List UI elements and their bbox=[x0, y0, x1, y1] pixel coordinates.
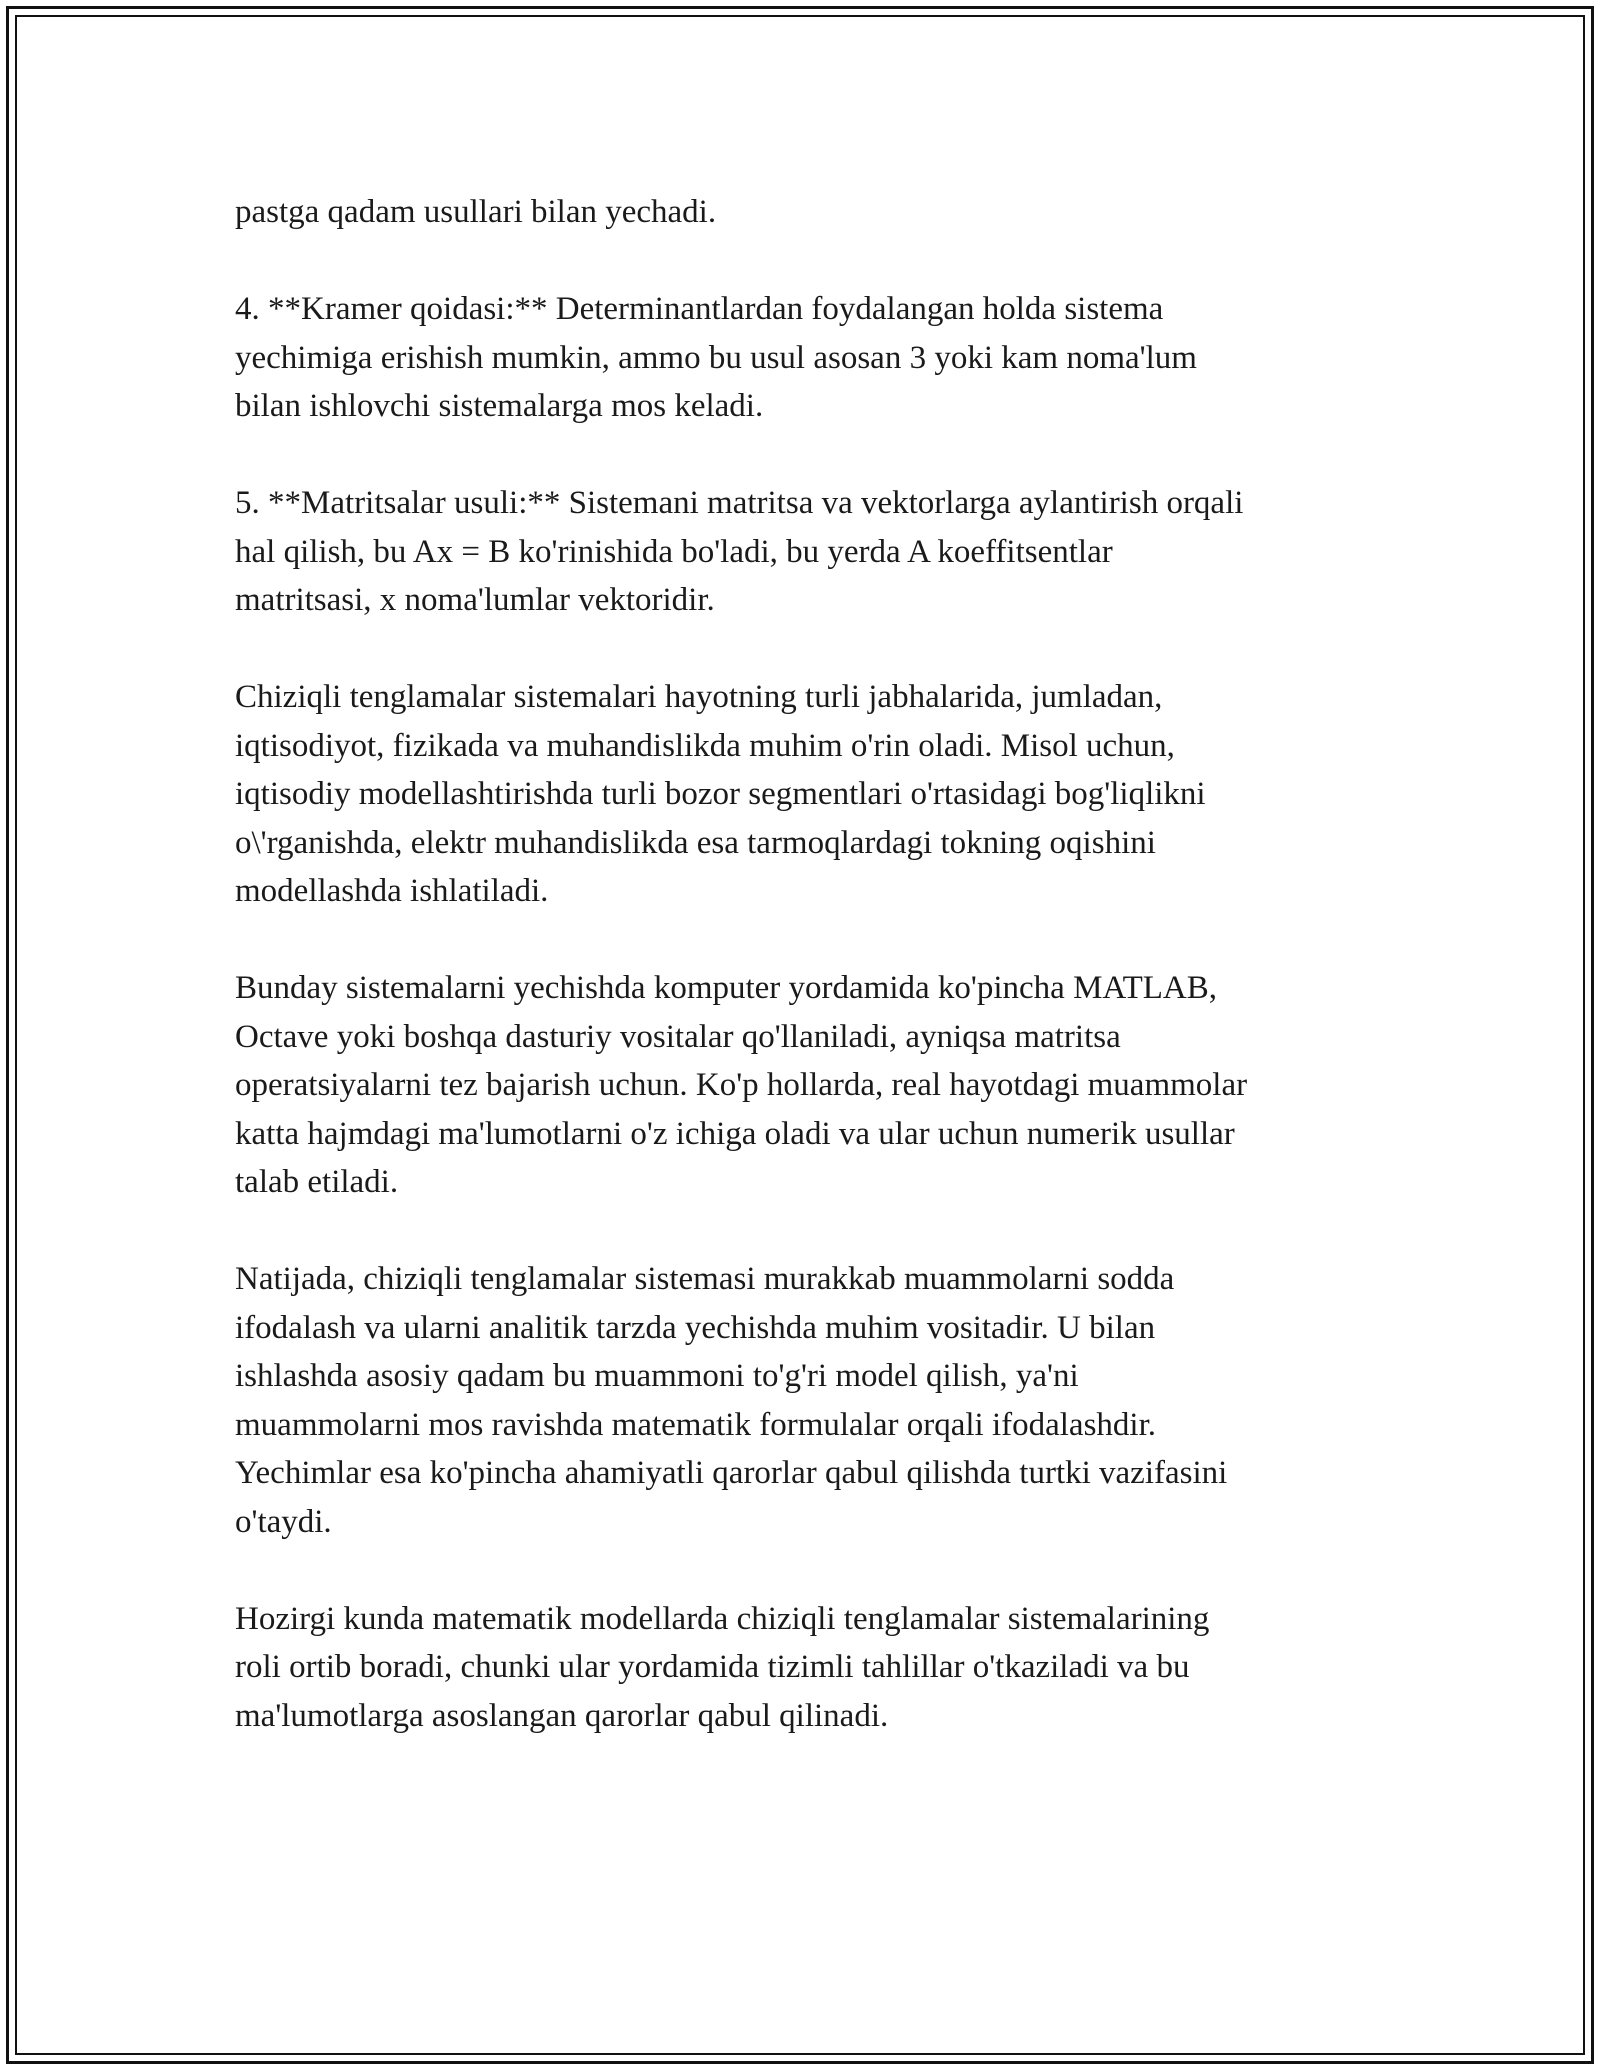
document-body bbox=[235, 188, 1375, 1789]
paragraph-kramer-rule: 4. **Kramer qoidasi:** Determinantlardan foydalangan holda sistema yechimiga erishish mumkin, ammo bu usul asosan 3 yoki kam noma'lum bilan ishlovchi sistemalarga mos keladi. bbox=[235, 291, 1197, 424]
paragraph-applications: Chiziqli tenglamalar sistemalari hayotning turli jabhalarida, jumladan, iqtisodiyot, fizikada va muhandislikda muhim o'rin oladi. Misol uchun, iqtisodiy modellashtirishda turli bozor segmentlari o'rtasidagi bog'liqlikni o\'rganishda, elektr muhandislikda esa tarmoqlardagi tokning oqishini modellashda ishlatiladi. bbox=[235, 679, 1206, 909]
paragraph-continuation: pastga qadam usullari bilan yechadi. bbox=[235, 194, 717, 230]
paragraph-software-tools: Bunday sistemalarni yechishda komputer yordamida ko'pincha MATLAB, Octave yoki boshqa dasturiy vositalar qo'llaniladi, ayniqsa matritsa operatsiyalarni tez bajarish uchun. Ko'p hollarda, real hayotdagi muammolar katta hajmdagi ma'lumotlarni o'z ichiga oladi va ular uchun numerik usullar talab etiladi. bbox=[235, 970, 1248, 1200]
paragraph-matrix-method: 5. **Matritsalar usuli:** Sistemani matritsa va vektorlarga aylantirish orqali hal qilish, bu Ax = B ko'rinishida bo'ladi, bu yerda A koeffitsentlar matritsasi, x noma'lumlar vektoridir. bbox=[235, 485, 1244, 618]
paragraph-conclusion: Natijada, chiziqli tenglamalar sistemasi murakkab muammolarni sodda ifodalash va ularni analitik tarzda yechishda muhim vositadir. U bilan ishlashda asosiy qadam bu muammoni to'g'ri model qilish, ya'ni muammolarni mos ravishda matematik formulalar orqali ifodalashdir. Yechimlar esa ko'pincha ahamiyatli qarorlar qabul qilishda turtki vazifasini o'taydi. bbox=[235, 1261, 1228, 1540]
paragraph-modern-role: Hozirgi kunda matematik modellarda chiziqli tenglamalar sistemalarining roli ortib boradi, chunki ular yordamida tizimli tahlillar o'tkaziladi va bu ma'lumotlarga asoslangan qarorlar qabul qilinadi. bbox=[235, 1600, 1210, 1734]
